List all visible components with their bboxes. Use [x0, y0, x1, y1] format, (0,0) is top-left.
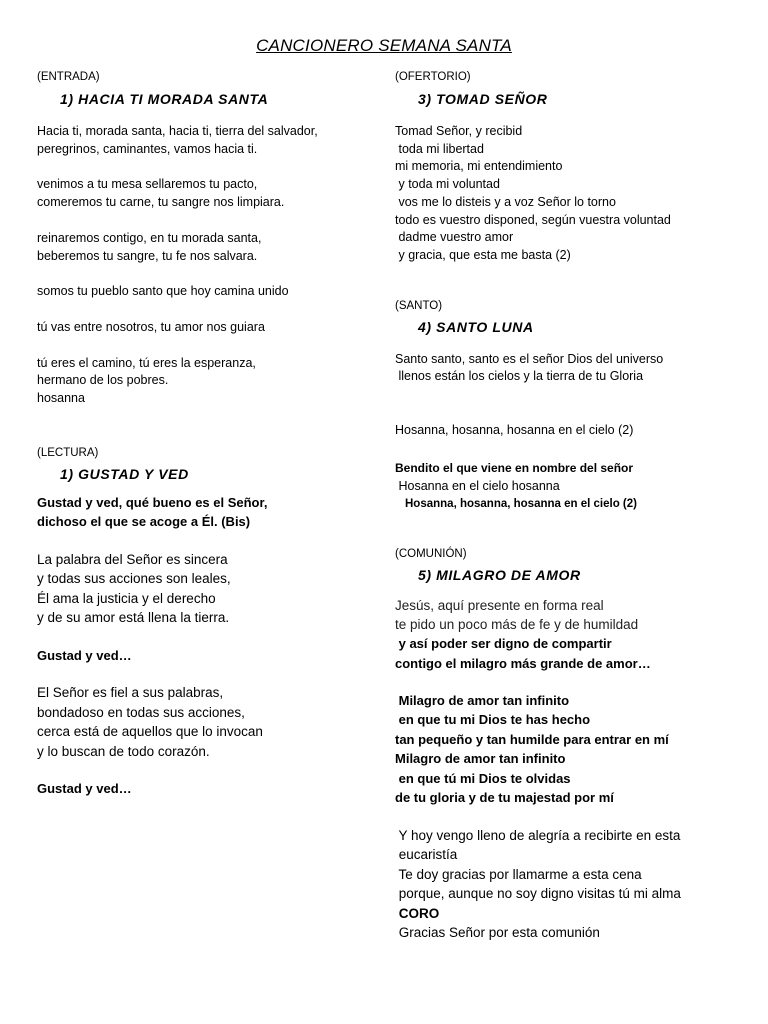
- category-label: (ENTRADA): [37, 71, 100, 83]
- lyric-line: La palabra del Señor es sincera: [37, 551, 228, 567]
- lyric-line: somos tu pueblo santo que hoy camina unido: [37, 284, 289, 299]
- stanza: [37, 683, 377, 761]
- refrain: [37, 646, 377, 666]
- stanza: [37, 319, 377, 337]
- lyric-line: de tu gloria y de tu majestad por mí: [395, 790, 614, 806]
- lyric-line: porque, aunque no soy digno visitas tú mi alma: [395, 886, 681, 902]
- lyric-line: en que tu mi Dios te has hecho: [395, 712, 591, 728]
- song-title: 1) GUSTAD Y VED: [60, 465, 189, 482]
- lyric-line: Milagro de amor tan infinito: [395, 692, 570, 708]
- lyric-line: vos me lo disteis y a voz Señor lo torno: [395, 194, 616, 209]
- lyric-line: Gustad y ved…: [37, 781, 132, 797]
- chorus: [37, 493, 377, 532]
- stanza: [37, 355, 377, 408]
- lyric-line: Y hoy vengo lleno de alegría a recibirte en esta: [395, 827, 681, 843]
- song-title: 4) SANTO LUNA: [418, 318, 534, 335]
- lyric-line: cerca está de aquellos que lo invocan: [37, 724, 263, 740]
- lyric-line: Santo santo, santo es el señor Dios del universo: [395, 351, 664, 366]
- lyric-line: El Señor es fiel a sus palabras,: [37, 685, 224, 701]
- left-column: [37, 70, 377, 799]
- lyric-line: te pido un poco más de fe y de humildad: [395, 617, 639, 633]
- section-entrada: [37, 70, 377, 408]
- song-title: 3) TOMAD SEÑOR: [418, 91, 548, 107]
- stanza: [395, 351, 740, 386]
- stanza: [395, 422, 740, 440]
- lyric-line: Hosanna, hosanna, hosanna en el cielo (2): [395, 423, 634, 438]
- lyric-line: hosanna: [37, 391, 85, 406]
- song-title: 5) MILAGRO DE AMOR: [418, 566, 581, 583]
- lyric-line: Gustad y ved…: [37, 647, 132, 663]
- lyric-line: Hosanna en el cielo hosanna: [395, 478, 560, 493]
- lyric-line: beberemos tu sangre, tu fe nos salvara.: [37, 248, 258, 263]
- refrain: [37, 779, 377, 799]
- stanza: [395, 826, 740, 943]
- section-lectura: [37, 446, 377, 799]
- section-comunion: [395, 547, 740, 943]
- lyric-line: reinaremos contigo, en tu morada santa,: [37, 230, 262, 245]
- lyric-line: llenos están los cielos y la tierra de tu Gloria: [395, 369, 644, 384]
- lyric-line: y así poder ser digno de compartir: [395, 636, 612, 652]
- lyric-line: dadme vuestro amor: [395, 230, 514, 245]
- page-title: CANCIONERO SEMANA SANTA: [256, 36, 512, 55]
- lyric-line: toda mi libertad: [395, 141, 484, 156]
- lyric-line: Milagro de amor tan infinito: [395, 751, 566, 767]
- lyric-line: y de su amor está llena la tierra.: [37, 610, 230, 626]
- right-column: [395, 70, 740, 943]
- stanza: [395, 123, 740, 265]
- lyric-line: y todas sus acciones son leales,: [37, 571, 231, 587]
- stanza: [395, 459, 740, 513]
- lyric-line: mi memoria, mi entendimiento: [395, 159, 563, 174]
- coro-label: CORO: [395, 905, 440, 921]
- lyric-line: todo es vuestro disponed, según vuestra voluntad: [395, 212, 671, 227]
- lyric-line: dichoso el que se acoge a Él. (Bis): [37, 514, 251, 530]
- section-ofertorio: [395, 70, 740, 265]
- lyric-line: en que tú mi Dios te olvidas: [395, 770, 571, 786]
- lyric-line: tú vas entre nosotros, tu amor nos guiara: [37, 319, 265, 334]
- lyric-line: Hosanna, hosanna, hosanna en el cielo (2): [405, 497, 637, 510]
- category-label: (COMUNIÓN): [395, 547, 467, 560]
- lyric-line: Bendito el que viene en nombre del señor: [395, 460, 634, 475]
- stanza: [395, 596, 740, 673]
- lyric-line: bondadoso en todas sus acciones,: [37, 704, 245, 720]
- section-santo: [395, 299, 740, 513]
- lyric-line: peregrinos, caminantes, vamos hacia ti.: [37, 141, 258, 156]
- lyric-line: comeremos tu carne, tu sangre nos limpiara.: [37, 195, 285, 210]
- lyric-line: Él ama la justicia y el derecho: [37, 590, 216, 606]
- lyric-line: contigo el milagro más grande de amor…: [395, 655, 651, 671]
- lyric-line: tú eres el camino, tú eres la esperanza,: [37, 355, 256, 370]
- lyric-line: Hacia ti, morada santa, hacia ti, tierra del salvador,: [37, 124, 318, 138]
- lyric-line: y gracia, que esta me basta (2): [395, 247, 571, 262]
- category-label: (OFERTORIO): [395, 71, 471, 83]
- stanza: [37, 283, 377, 301]
- lyric-line: Gustad y ved, qué bueno es el Señor,: [37, 494, 268, 510]
- lyric-line: eucaristía: [395, 847, 458, 863]
- stanza: [37, 123, 377, 158]
- stanza: [37, 550, 377, 628]
- stanza: [37, 176, 377, 211]
- song-title: 1) HACIA TI MORADA SANTA: [60, 91, 269, 107]
- lyric-line: venimos a tu mesa sellaremos tu pacto,: [37, 177, 258, 192]
- lyric-line: y lo buscan de todo corazón.: [37, 743, 210, 759]
- lyric-line: y toda mi voluntad: [395, 177, 500, 192]
- lyric-line: hermano de los pobres.: [37, 373, 169, 388]
- stanza: [37, 230, 377, 265]
- lyric-line: Tomad Señor, y recibid: [395, 124, 523, 138]
- category-label: (LECTURA): [37, 446, 99, 459]
- chorus: [395, 691, 740, 808]
- lyric-line: Jesús, aquí presente en forma real: [395, 597, 604, 613]
- lyric-line: tan pequeño y tan humilde para entrar en mí: [395, 731, 669, 747]
- lyric-line: Te doy gracias por llamarme a esta cena: [395, 866, 642, 882]
- category-label: (SANTO): [395, 299, 443, 312]
- lyric-line: Gracias Señor por esta comunión: [395, 925, 600, 941]
